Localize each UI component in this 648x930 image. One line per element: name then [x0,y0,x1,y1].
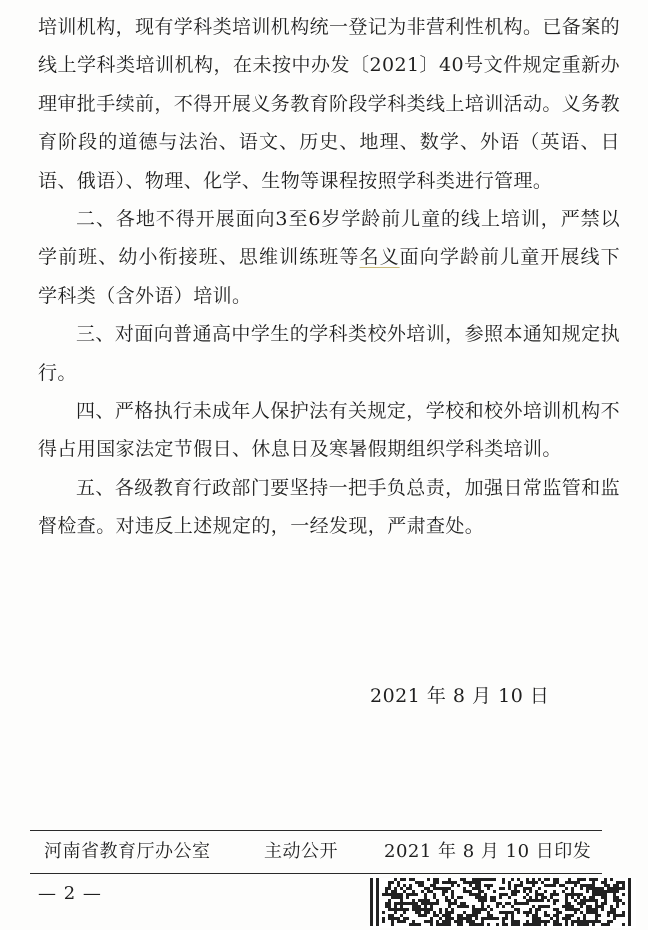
printed-date: 2021 年 8 月 10 日印发 [384,841,592,862]
paragraph-item-5: 五、各级教育行政部门要坚持一把手负总责，加强日常监管和监督检查。对违反上述规定的，一经发现，严肃查处。 [38,476,620,538]
paragraph-item-4: 四、严格执行未成年人保护法有关规定，学校和校外培训机构不得占用国家法定节假日、休息日及寒暑假期组织学科类培训。 [38,400,620,461]
page-number: — 2 — [38,883,102,904]
footer-rule-bottom [30,873,602,874]
signing-date: 2021 年 8 月 10 日 [370,685,550,707]
paragraph-item-2-text-b: 面向学龄前儿童开展线下学科类（含外语）培训。 [38,246,620,307]
barcode-icon [370,878,636,928]
paragraph-item-2 [38,200,620,315]
document-body [38,8,620,546]
issuing-office: 河南省教育厅办公室 [44,841,211,862]
disclosure-status: 主动公开 [264,841,338,862]
underlined-phrase: 名义 [359,246,400,269]
paragraph-item-3: 三、对面向普通高中学生的学科类校外培训，参照本通知规定执行。 [38,323,620,384]
paragraph-item-2-text-a: 二、各地不得开展面向3至6岁学龄前儿童的线上培训，严禁以学前班、幼小衔接班、思维训练班等 [38,208,620,269]
paragraph-continued: 培训机构，现有学科类培训机构统一登记为非营利性机构。已备案的线上学科类培训机构，在未按中办发〔2021〕40号文件规定重新办理审批手续前，不得开展义务教育阶段学科类线上培训活动。义务教育阶段的道德与法治、语文、历史、地理、数学、外语（英语、日语、俄语）、物理、化学、生物等课程按照学科类进行管理。 [38,16,621,192]
footer-info-row [44,837,604,867]
footer-rule-top [30,830,602,831]
